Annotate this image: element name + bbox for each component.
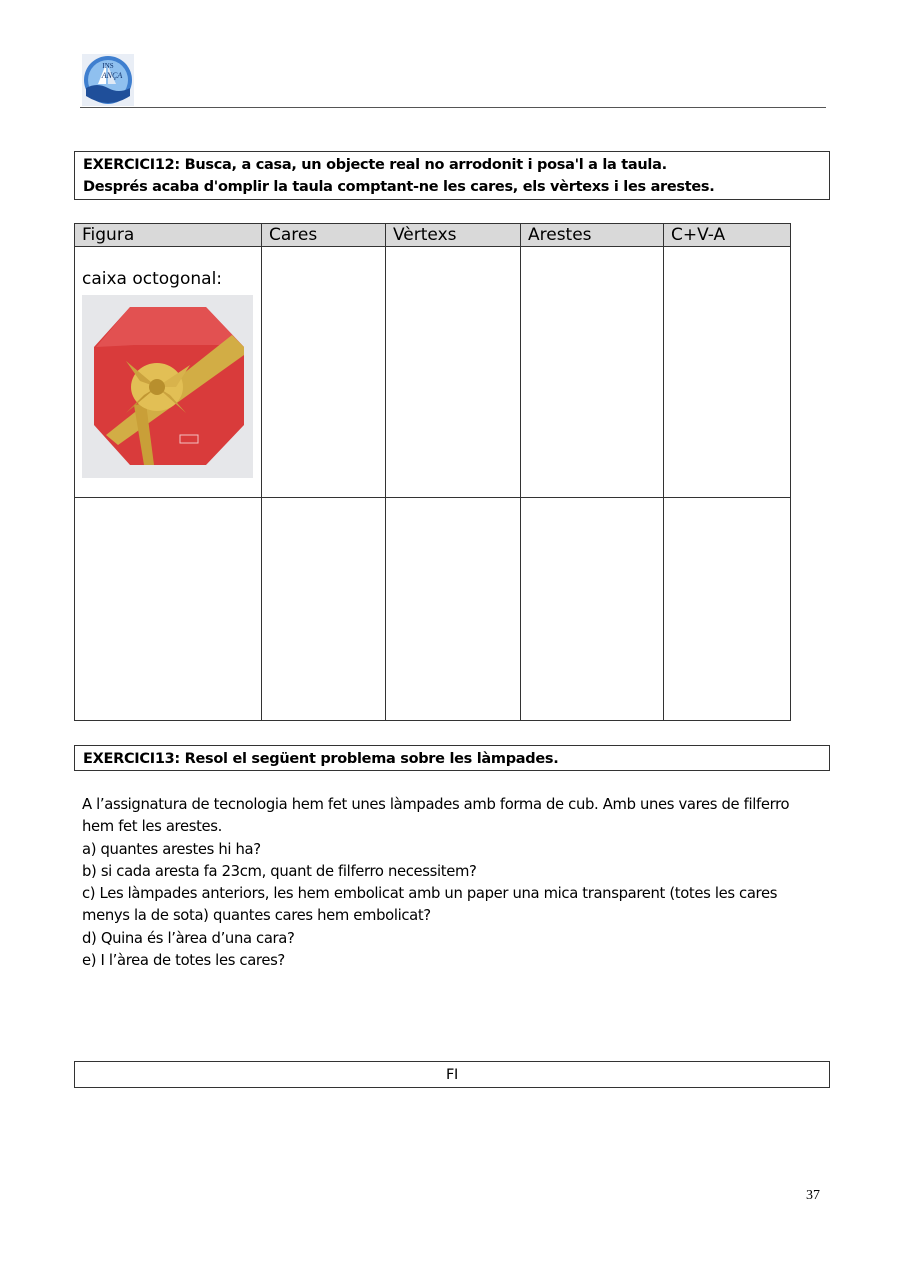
cell-vertexs — [386, 498, 521, 721]
figure-label: caixa octogonal: — [82, 269, 223, 289]
cell-arestes — [521, 498, 664, 721]
question-d: d) Quina és l’àrea d’una cara? — [82, 929, 295, 947]
cell-cares — [262, 498, 386, 721]
cell-vertexs — [386, 247, 521, 498]
cell-cva — [664, 498, 791, 721]
exercise12-box — [74, 151, 830, 200]
cell-cares — [262, 247, 386, 498]
end-box: FI — [74, 1061, 830, 1088]
col-header-figura: Figura — [75, 224, 262, 247]
cell-figura — [75, 247, 262, 498]
cell-cva — [664, 247, 791, 498]
svg-text:INS: INS — [102, 62, 114, 70]
octagonal-box-image — [82, 295, 253, 478]
col-header-arestes: Arestes — [521, 224, 664, 247]
exercise12-line2: Després acaba d'omplir la taula comptant-ne les cares, els vèrtexs i les arestes. — [83, 179, 715, 195]
table-row — [75, 498, 791, 721]
table-row — [75, 247, 791, 498]
question-c: c) Les làmpades anteriors, les hem embolicat amb un paper una mica transparent (totes les cares menys la de sota) quantes cares hem embolicat? — [82, 885, 778, 925]
cell-figura — [75, 498, 262, 721]
cell-arestes — [521, 247, 664, 498]
exercise12-line1: EXERCICI12: Busca, a casa, un objecte real no arrodonit i posa'l a la taula. — [83, 157, 667, 173]
col-header-cva: C+V-A — [664, 224, 791, 247]
header-divider — [80, 107, 826, 108]
col-header-cares: Cares — [262, 224, 386, 247]
svg-text:ANÇA: ANÇA — [101, 71, 123, 80]
problem-text — [82, 794, 822, 972]
table-header-row — [75, 224, 791, 247]
question-b: b) si cada aresta fa 23cm, quant de filferro necessitem? — [82, 862, 477, 880]
question-e: e) I l’àrea de totes les cares? — [82, 952, 285, 970]
page-number: 37 — [806, 1188, 820, 1203]
problem-intro: A l’assignatura de tecnologia hem fet unes làmpades amb forma de cub. Amb unes vares de filferro hem fet les arestes. — [82, 796, 790, 836]
exercise13-box — [74, 745, 830, 771]
question-a: a) quantes arestes hi ha? — [82, 840, 261, 858]
col-header-vertexs: Vèrtexs — [386, 224, 521, 247]
exercise13-title: EXERCICI13: Resol el següent problema sobre les làmpades. — [83, 751, 559, 767]
school-logo — [82, 54, 134, 106]
figure-table — [74, 223, 791, 721]
